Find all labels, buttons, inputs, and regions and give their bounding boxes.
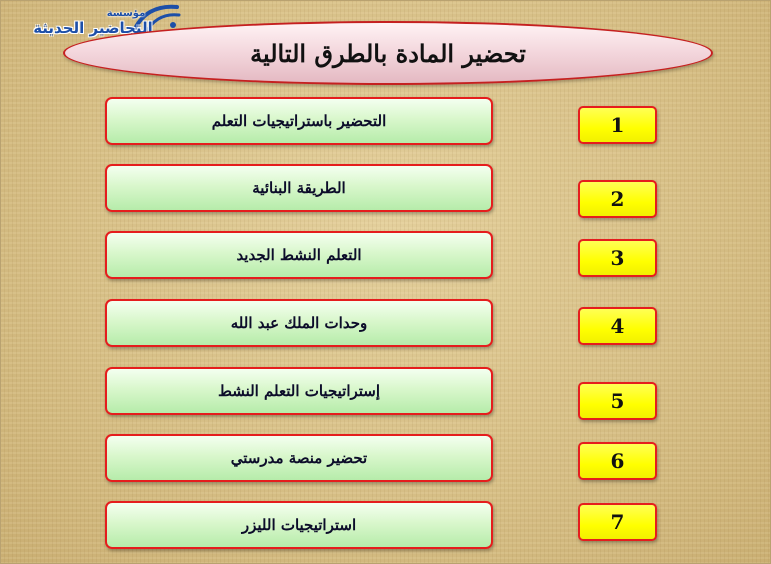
method-row [1, 501, 771, 551]
method-label: استراتيجيات الليزر [241, 516, 357, 534]
method-label: وحدات الملك عبد الله [230, 314, 368, 332]
method-row [1, 231, 771, 281]
method-button-3[interactable] [105, 231, 493, 279]
page-title: تحضير المادة بالطرق التالية [250, 38, 526, 68]
logo-main-text: التحاضير الحديثة [33, 19, 153, 37]
method-number-badge [578, 239, 657, 277]
method-row [1, 434, 771, 484]
method-number: 6 [610, 449, 625, 473]
title-banner [63, 21, 713, 85]
method-number-badge [578, 503, 657, 541]
method-button-6[interactable] [105, 434, 493, 482]
method-button-4[interactable] [105, 299, 493, 347]
method-label: الطريقة البنائية [252, 179, 346, 197]
method-number: 7 [610, 510, 625, 534]
method-label: التعلم النشط الجديد [236, 246, 362, 264]
method-label: تحضير منصة مدرستي [230, 449, 368, 467]
logo-top-text: مؤسسة [106, 8, 146, 19]
method-number: 5 [610, 389, 625, 413]
method-number: 2 [610, 187, 625, 211]
method-row [1, 367, 771, 417]
method-button-7[interactable] [105, 501, 493, 549]
method-button-5[interactable] [105, 367, 493, 415]
method-button-1[interactable] [105, 97, 493, 145]
method-label: التحضير باستراتيجيات التعلم [211, 112, 387, 130]
method-row [1, 299, 771, 349]
method-row [1, 97, 771, 147]
method-number-badge [578, 307, 657, 345]
method-row [1, 164, 771, 214]
method-number-badge [578, 382, 657, 420]
method-button-2[interactable] [105, 164, 493, 212]
method-number: 3 [610, 246, 625, 270]
method-label: إستراتيجيات التعلم النشط [217, 382, 381, 400]
method-number: 4 [610, 314, 625, 338]
method-number-badge [578, 180, 657, 218]
method-number: 1 [610, 113, 625, 137]
method-number-badge [578, 442, 657, 480]
method-number-badge [578, 106, 657, 144]
